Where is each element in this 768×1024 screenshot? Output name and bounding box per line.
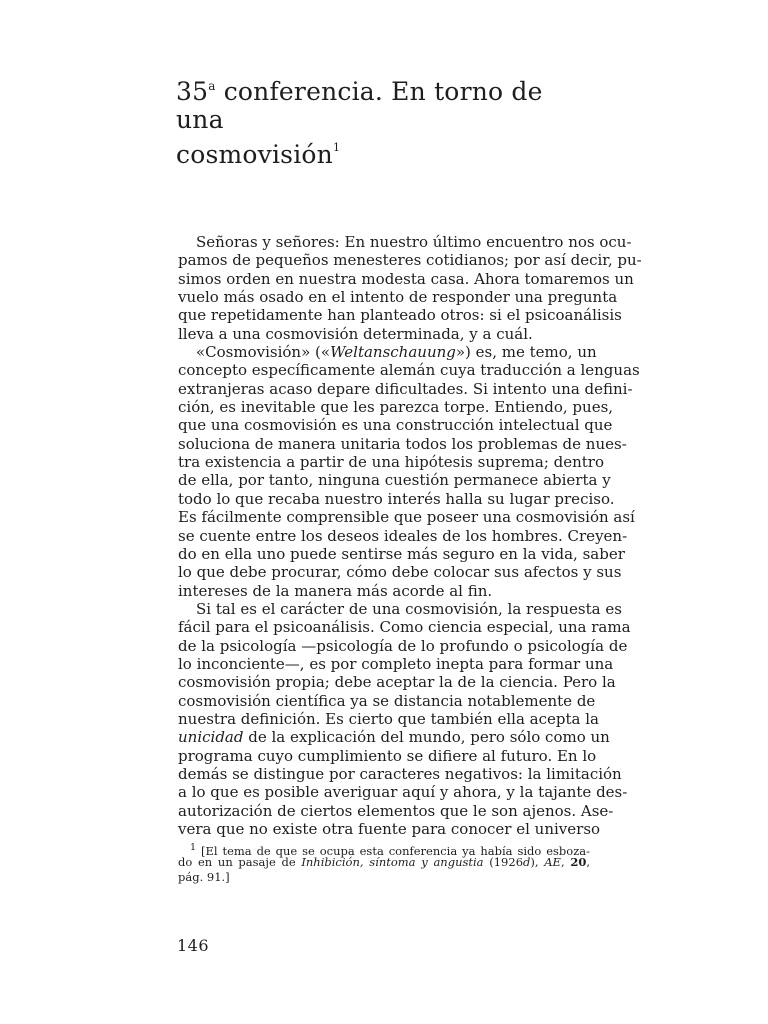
text-line — [178, 728, 610, 747]
text-line: nuestra definición. Es cierto que también ella acepta la — [178, 709, 599, 728]
text-span: , — [586, 855, 590, 869]
text-line: Es fácilmente comprensible que poseer una cosmovisión así — [178, 508, 635, 527]
text-span: de la explicación del mundo, pero sólo como un — [243, 728, 610, 747]
text-span: [El tema de que se ocupa esta conferencia ya había sido esboza- — [196, 843, 590, 858]
italic-title: Inhibición, síntoma y angustia — [301, 855, 484, 869]
text-span: , — [560, 855, 571, 869]
footnote-line — [178, 855, 590, 870]
text-span: do en un pasaje de — [178, 855, 302, 869]
text-line: concepto específicamente alemán cuya traducción a lenguas — [178, 361, 640, 380]
text-line: a lo que es posible averiguar aquí y ahora, y la tajante des- — [178, 783, 628, 802]
text-line: que repetidamente han planteado otros: si el psicoanálisis — [178, 306, 622, 325]
text-line: extranjeras acaso depare dificultades. Si intento una defini- — [178, 379, 633, 398]
text-line: de la psicología —psicología de lo profundo o psicología de — [178, 636, 628, 655]
footnote-marker: 1 — [190, 842, 197, 853]
text-line: simos orden en nuestra modesta casa. Ahora tomaremos un — [178, 269, 634, 288]
text-span: ») es, me temo, un — [455, 343, 597, 362]
text-line: tra existencia a partir de una hipótesis suprema; dentro — [178, 453, 605, 472]
italic-term: unicidad — [178, 728, 244, 747]
text-line: lo inconciente—, es por completo inepta para formar una — [178, 654, 614, 673]
bold-volume: 20 — [570, 855, 587, 869]
text-line: vera que no existe otra fuente para conocer el universo — [178, 820, 601, 838]
text-line: intereses de la manera más acorde al fin. — [178, 581, 493, 600]
text-line: cosmovisión científica ya se distancia notablemente de — [178, 691, 596, 710]
text-line: demás se distingue por caracteres negativos: la limitación — [178, 764, 622, 783]
text-span: (1926 — [483, 855, 524, 869]
title-line1: conferencia. En torno de una — [176, 77, 543, 134]
text-line: programa cuyo cumplimiento se difiere al futuro. En lo — [178, 746, 597, 765]
chapter-title — [176, 72, 596, 169]
title-ordinal-superscript: a — [208, 79, 216, 93]
text-line: que una cosmovisión es una construcción intelectual que — [178, 416, 613, 435]
text-line: ción, es inevitable que les parezca torpe. Entiendo, pues, — [178, 398, 614, 417]
title-footnote-marker: 1 — [332, 141, 341, 154]
italic-term: Weltanschauung — [330, 343, 456, 362]
title-line2: cosmovisión — [176, 140, 333, 169]
text-line: pamos de pequeños menesteres cotidianos; por así decir, pu- — [178, 251, 642, 270]
text-span: ), — [530, 855, 545, 869]
text-line: se cuente entre los deseos ideales de los hombres. Creyen- — [178, 526, 628, 545]
italic-abbrev: AE — [544, 855, 561, 869]
text-line: todo lo que recaba nuestro interés halla su lugar preciso. — [178, 489, 615, 508]
footnote-line: pág. 91.] — [178, 870, 230, 884]
text-line: cosmovisión propia; debe aceptar la de la ciencia. Pero la — [178, 673, 616, 692]
text-line — [178, 343, 597, 362]
footnote — [178, 840, 590, 885]
title-number: 35 — [176, 77, 209, 106]
text-span: «Cosmovisión» (« — [196, 343, 331, 362]
text-line: Si tal es el carácter de una cosmovisión, la respuesta es — [196, 599, 622, 618]
text-line: de ella, por tanto, ninguna cuestión permanece abierta y — [178, 471, 611, 490]
page-number: 146 — [177, 936, 210, 955]
text-line: do en ella uno puede sentirse más seguro en la vida, saber — [178, 544, 625, 563]
text-line: vuelo más osado en el intento de responder una pregunta — [178, 288, 618, 307]
text-line: lleva a una cosmovisión determinada, y a cuál. — [178, 324, 533, 343]
text-line: Señoras y señores: En nuestro último encuentro nos ocu- — [196, 233, 632, 251]
text-line: lo que debe procurar, cómo debe colocar sus afectos y sus — [178, 563, 622, 582]
text-line: fácil para el psicoanálisis. Como ciencia especial, una rama — [178, 618, 631, 637]
footnote-line — [178, 840, 590, 858]
text-line: autorización de ciertos elementos que le son ajenos. Ase- — [178, 801, 614, 820]
text-line: soluciona de manera unitaria todos los problemas de nues- — [178, 434, 627, 453]
body-text — [178, 233, 642, 838]
italic-letter: d — [523, 855, 531, 869]
